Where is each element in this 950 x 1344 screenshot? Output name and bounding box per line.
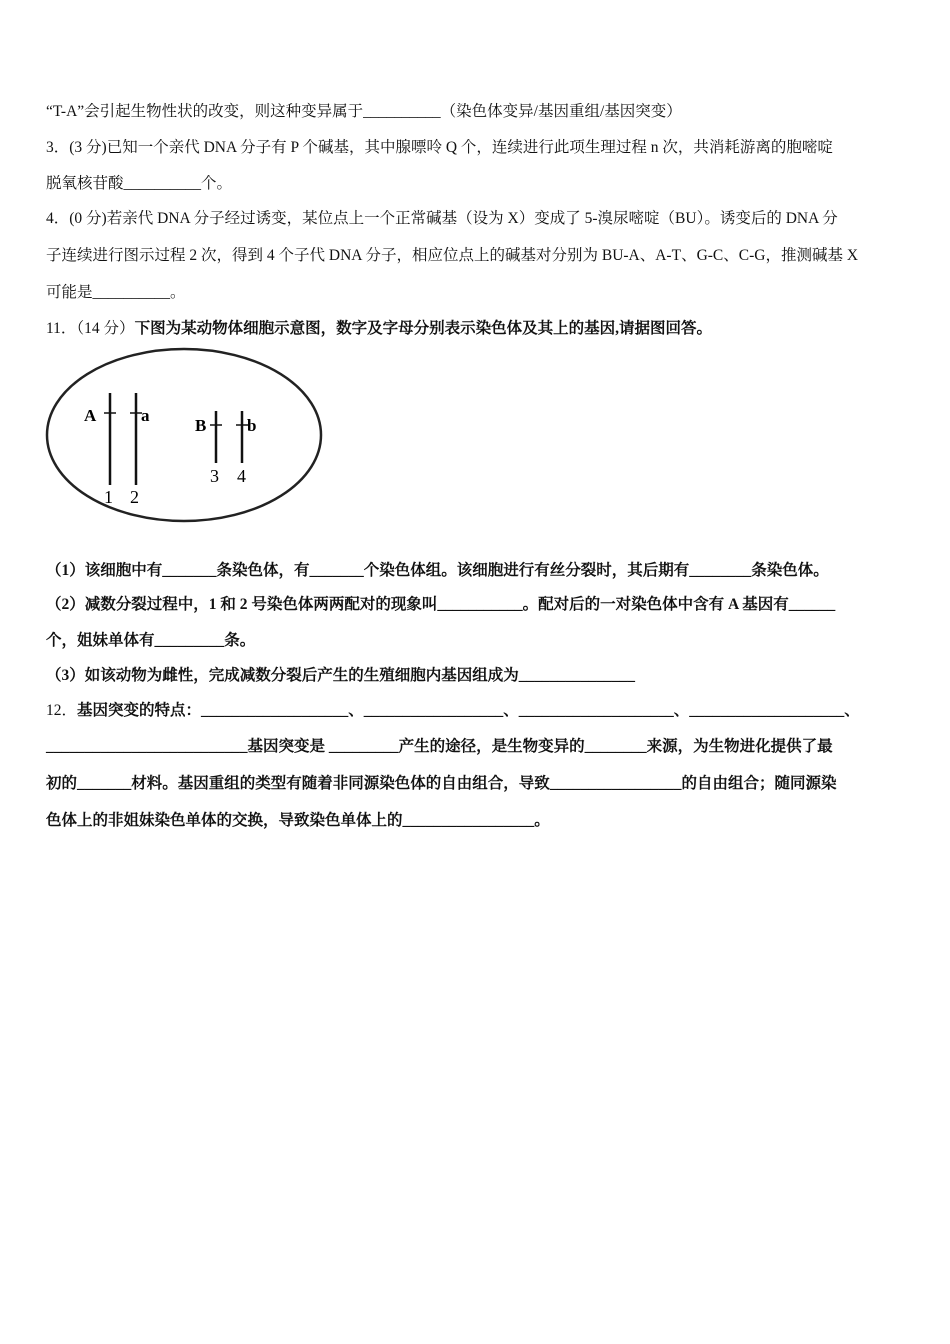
q12-line-2: __________________________基因突变是 _________产生的途径，是生物变异的________来源，为生物进化提供了最 [46,738,833,755]
q4-line-2: 子连续进行图示过程 2 次，得到 4 个子代 DNA 分子，相应位点上的碱基对分别为 BU-A、A-T、G-C、C-G，推测碱基 X [46,247,859,264]
q11-sub1: （1）该细胞中有_______条染色体，有_______个染色体组。该细胞进行有丝分裂时，其后期有________条染色体。 [46,562,829,579]
q4-line-3: 可能是__________。 [46,284,186,301]
q3-line-1: 3．(3 分)已知一个亲代 DNA 分子有 P 个碱基，其中腺嘌呤 Q 个，连续进行此项生理过程 n 次，共消耗游离的胞嘧啶 [46,139,833,156]
q12-line-4: 色体上的非姐妹染色单体的交换，导致染色单体上的_________________。 [46,812,550,829]
q11-stem: 下图为某动物体细胞示意图，数字及字母分别表示染色体及其上的基因,请据图回答。 [134,320,712,337]
q11-number: 11．（14 分） [46,320,135,337]
q11-header [46,318,908,340]
q12-line-1-text: 基因突变的特点：___________________、__________________、____________________、____________________、 [77,702,860,719]
q12-number: 12． [46,702,78,719]
label-chromosome-1: 1 [104,487,113,507]
q11-sub2-line-2: 个，姐妹单体有_________条。 [46,632,256,649]
cell-membrane [47,349,321,521]
q3-line-2: 脱氧核苷酸__________个。 [46,175,233,192]
q11-sub3: （3）如该动物为雌性，完成减数分裂后产生的生殖细胞内基因组成为_______________ [46,667,636,684]
label-gene-b: b [247,416,257,435]
cell-diagram [44,345,324,530]
q10-continuation-line: “T-A”会引起生物性状的改变，则这种变异属于__________（染色体变异/基因重组/基因突变） [46,103,682,120]
q11-sub2-line-1: （2）减数分裂过程中，1 和 2 号染色体两两配对的现象叫___________。配对后的一对染色体中含有 A 基因有______ [46,596,836,613]
label-chromosome-2: 2 [130,487,139,507]
label-gene-A: A [84,406,97,425]
label-chromosome-3: 3 [210,466,219,486]
q12-line-1 [46,700,908,722]
q12-line-3: 初的_______材料。基因重组的类型有随着非同源染色体的自由组合，导致_________________的自由组合；随同源染 [46,775,837,792]
label-chromosome-4: 4 [237,466,246,486]
q4-line-1: 4．(0 分)若亲代 DNA 分子经过诱变，某位点上一个正常碱基（设为 X）变成了 5-溴尿嘧啶（BU）。诱变后的 DNA 分 [46,210,838,227]
label-gene-a: a [141,406,150,425]
label-gene-B: B [195,416,207,435]
